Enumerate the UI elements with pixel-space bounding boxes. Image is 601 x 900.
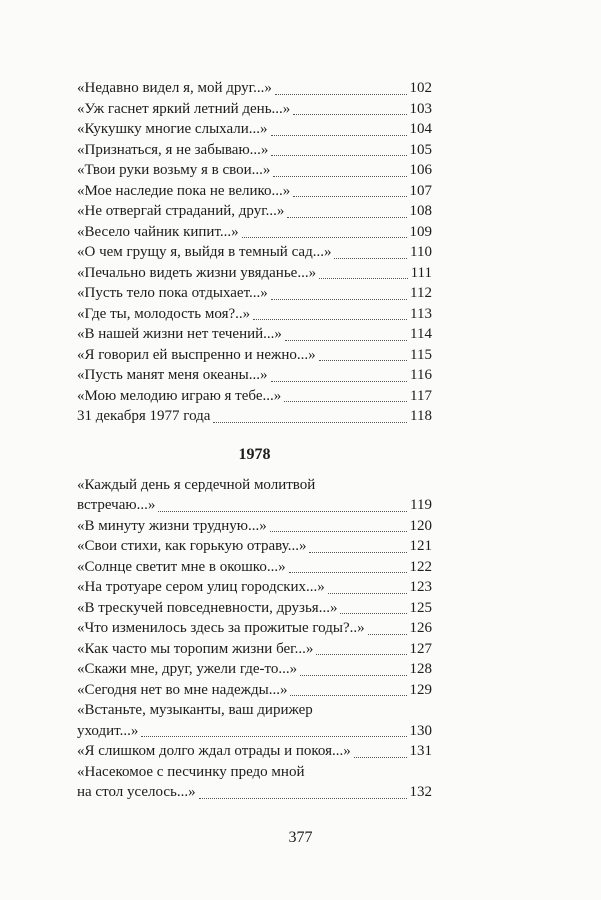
- toc-entry-title: встречаю...»: [77, 497, 156, 513]
- toc-entry-title: «Сегодня нет во мне надежды...»: [77, 681, 288, 698]
- toc-entry-title: «На тротуаре сером улиц городских...»: [77, 579, 325, 595]
- toc-entry-page: 114: [410, 326, 432, 342]
- toc-entry-page: 115: [410, 346, 432, 363]
- toc-entry-page: 120: [409, 517, 432, 534]
- toc-entry-page: 105: [409, 141, 432, 158]
- toc-entry-title: «Что изменилось здесь за прожитые годы?..»: [77, 620, 365, 636]
- toc-entry-page: 119: [410, 497, 432, 513]
- toc-entry-page: 106: [409, 162, 432, 178]
- toc-entry-page: 116: [410, 367, 432, 383]
- leader-dots: [275, 93, 407, 95]
- toc-entry-page: 122: [409, 558, 432, 575]
- toc-entry-page: 126: [409, 620, 432, 636]
- toc-entry-page: 125: [409, 599, 432, 616]
- toc-entry-title-line1: «Встаньте, музыканты, ваш дирижер: [77, 702, 313, 718]
- toc-entry-page: 117: [410, 387, 432, 404]
- leader-dots: [213, 421, 407, 423]
- toc-entry-page: 132: [409, 784, 432, 800]
- leader-dots: [287, 216, 406, 218]
- leader-dots: [158, 510, 407, 512]
- leader-dots: [271, 154, 406, 156]
- toc-entry-title: «Как часто мы торопим жизни бег...»: [77, 640, 314, 657]
- toc-entry: [77, 680, 432, 701]
- toc-entry-page: 103: [409, 100, 432, 117]
- toc-entry-title: «В нашей жизни нет течений...»: [77, 326, 282, 342]
- toc-entry: [77, 762, 432, 803]
- toc-entry: [77, 536, 432, 557]
- toc-entry: [77, 618, 432, 639]
- leader-dots: [319, 277, 408, 279]
- leader-dots: [270, 530, 407, 532]
- toc-entry: [77, 365, 432, 386]
- toc-entry: [77, 475, 432, 516]
- toc-entry: [77, 741, 432, 762]
- year-heading-1978: 1978: [238, 445, 271, 463]
- leader-dots: [290, 694, 406, 696]
- toc-entry-title: «Кукушку многие слыхали...»: [77, 121, 268, 137]
- toc-entry-title: «Недавно видел я, мой друг...»: [77, 80, 272, 96]
- toc-entry-page: 118: [410, 408, 432, 424]
- leader-dots: [328, 592, 407, 594]
- toc-entry: [77, 386, 432, 407]
- leader-dots: [271, 298, 407, 300]
- toc-entry: [77, 119, 432, 140]
- toc-entry: [77, 140, 432, 161]
- toc-entry-page: 110: [410, 244, 432, 260]
- toc-entry: [77, 160, 432, 181]
- toc-list-1978: [77, 475, 432, 803]
- leader-dots: [309, 551, 406, 553]
- toc-entry-page: 123: [409, 579, 432, 595]
- toc-entry-page: 104: [409, 121, 432, 137]
- toc-entry-title: «Мое наследие пока не велико...»: [77, 182, 291, 199]
- toc-entry: [77, 222, 432, 243]
- toc-entry: [77, 283, 432, 304]
- toc-entry-title: «Солнце светит мне в окошко...»: [77, 558, 286, 575]
- toc-entry-title: «Скажи мне, друг, ужели где-то...»: [77, 661, 298, 677]
- toc-entry-title: «О чем грущу я, выйдя в темный сад...»: [77, 244, 332, 260]
- toc-entry-page: 107: [409, 182, 432, 199]
- toc-entry: [77, 99, 432, 120]
- toc-entry-title: «Пусть тело пока отдыхает...»: [77, 285, 268, 301]
- leader-dots: [271, 380, 408, 382]
- toc-entry-title: на стол уселось...»: [77, 784, 196, 800]
- toc-entry: [77, 324, 432, 345]
- leader-dots: [271, 134, 407, 136]
- toc-entry-title: «Пусть манят меня океаны...»: [77, 367, 268, 383]
- toc-entry-title: «Я слишком долго ждал отрады и покоя...»: [77, 743, 351, 759]
- leader-dots: [141, 735, 406, 737]
- leader-dots: [289, 571, 407, 573]
- toc-entry-title: уходит...»: [77, 722, 139, 739]
- leader-dots: [319, 359, 407, 361]
- toc-entry-title: «Свои стихи, как горькую отраву...»: [77, 538, 307, 554]
- leader-dots: [242, 236, 407, 238]
- toc-entry-page: 129: [409, 681, 432, 698]
- leader-dots: [285, 339, 407, 341]
- toc-entry: [77, 201, 432, 222]
- toc-entry-line2: [77, 782, 432, 803]
- toc-entry: [77, 406, 432, 427]
- toc-entry-title: «Печально видеть жизни увяданье...»: [77, 264, 317, 281]
- toc-entry-page: 112: [410, 285, 432, 301]
- leader-dots: [293, 195, 406, 197]
- toc-entry-page: 121: [409, 538, 432, 554]
- toc-entry-title: «Весело чайник кипит...»: [77, 223, 239, 240]
- toc-entry-title-line1: «Насекомое с песчинку предо мной: [77, 763, 305, 780]
- toc-entry: [77, 598, 432, 619]
- leader-dots: [199, 797, 407, 799]
- toc-entry-page: 111: [410, 264, 432, 281]
- toc-entry-page: 127: [409, 640, 432, 657]
- toc-entry-title: «Уж гаснет яркий летний день...»: [77, 100, 291, 117]
- page-number: 377: [288, 829, 313, 846]
- toc-entry-title: «Мою мелодию играю я тебе...»: [77, 387, 282, 404]
- toc-entry: [77, 700, 432, 741]
- toc-page: [77, 78, 432, 803]
- toc-entry-line2: [77, 495, 432, 516]
- toc-list-1977: [77, 78, 432, 427]
- toc-entry: [77, 345, 432, 366]
- leader-dots: [368, 633, 407, 635]
- toc-entry-title: «Твои руки возьму я в свои...»: [77, 162, 271, 178]
- toc-entry: [77, 263, 432, 284]
- toc-entry-page: 108: [409, 203, 432, 219]
- toc-entry-page: 130: [409, 722, 432, 739]
- toc-entry-title: «В трескучей повседневности, друзья...»: [77, 599, 338, 616]
- leader-dots: [293, 113, 406, 115]
- toc-entry-page: 131: [409, 743, 432, 759]
- leader-dots: [273, 175, 406, 177]
- toc-entry-title: «Я говорил ей выспренно и нежно...»: [77, 346, 316, 363]
- toc-entry-line2: [77, 721, 432, 742]
- toc-entry-page: 113: [410, 305, 432, 322]
- toc-entry: [77, 659, 432, 680]
- toc-entry: [77, 577, 432, 598]
- toc-entry: [77, 304, 432, 325]
- toc-entry-page: 109: [409, 223, 432, 240]
- toc-entry: [77, 242, 432, 263]
- toc-entry-title: «В минуту жизни трудную...»: [77, 517, 267, 534]
- toc-entry-title: «Признаться, я не забываю...»: [77, 141, 269, 158]
- toc-entry-page: 102: [409, 80, 432, 96]
- toc-entry-title-line1: «Каждый день я сердечной молитвой: [77, 476, 316, 493]
- toc-entry-title: «Где ты, молодость моя?..»: [77, 305, 251, 322]
- toc-entry: [77, 516, 432, 537]
- leader-dots: [284, 400, 407, 402]
- leader-dots: [340, 612, 406, 614]
- toc-entry-title: «Не отвергай страданий, друг...»: [77, 203, 285, 219]
- leader-dots: [316, 653, 406, 655]
- leader-dots: [253, 318, 407, 320]
- leader-dots: [334, 257, 407, 259]
- toc-entry: [77, 181, 432, 202]
- toc-entry: [77, 557, 432, 578]
- toc-entry-title: 31 декабря 1977 года: [77, 408, 211, 424]
- toc-entry-page: 128: [409, 661, 432, 677]
- leader-dots: [354, 756, 407, 758]
- toc-entry: [77, 78, 432, 99]
- toc-entry: [77, 639, 432, 660]
- leader-dots: [300, 674, 406, 676]
